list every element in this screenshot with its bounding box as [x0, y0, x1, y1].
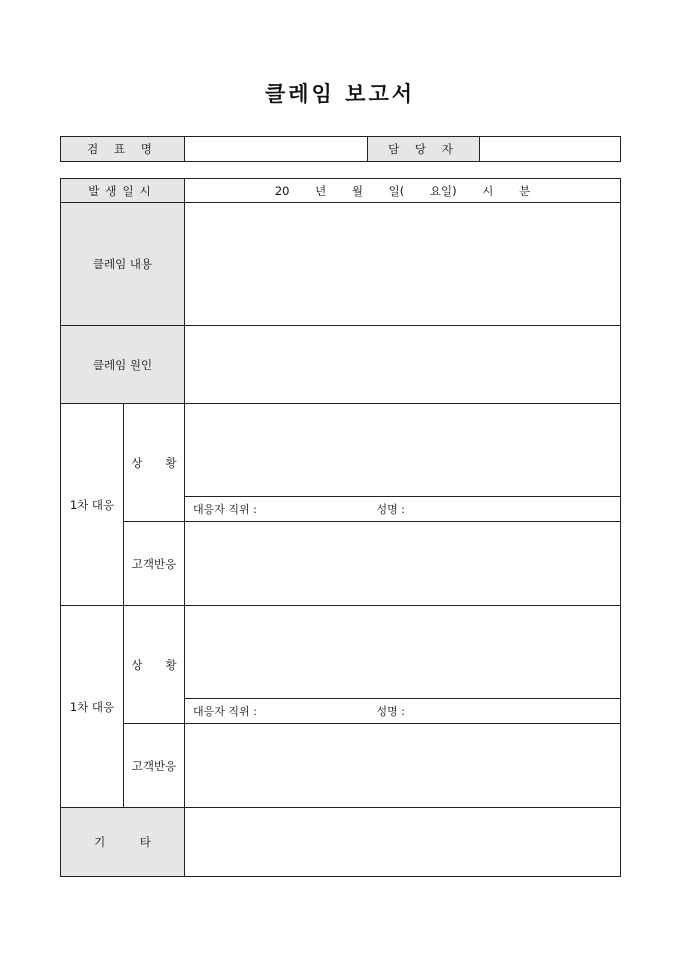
- date-year-unit: 년: [315, 183, 327, 198]
- situation-label-2: 상 황: [124, 606, 185, 724]
- date-year: 20: [274, 183, 290, 198]
- claim-cause-label: 클레임 원인: [61, 326, 185, 404]
- responder-position-label-2: 대응자 직위 :: [193, 705, 257, 718]
- responder-line-2[interactable]: [185, 699, 621, 724]
- situation-field[interactable]: [185, 404, 621, 497]
- responder-name-label: 성명 :: [376, 503, 405, 516]
- product-field[interactable]: [185, 137, 368, 162]
- header-table: [60, 136, 621, 162]
- manager-label: 담 당 자: [368, 137, 480, 162]
- manager-field[interactable]: [480, 137, 621, 162]
- claim-cause-field[interactable]: [185, 326, 621, 404]
- customer-reaction-label: 고객반응: [124, 522, 185, 606]
- etc-field[interactable]: [185, 808, 621, 877]
- customer-reaction-field[interactable]: [185, 522, 621, 606]
- responder-position-label: 대응자 직위 :: [193, 503, 257, 516]
- first-response-label: 1차 대응: [61, 404, 124, 606]
- responder-line[interactable]: [185, 497, 621, 522]
- occurred-label: 발생일시: [61, 179, 185, 203]
- situation-label: 상 황: [124, 404, 185, 522]
- page-title: 클레임 보고서: [264, 81, 416, 106]
- date-minute-unit: 분: [519, 183, 531, 198]
- date-day-unit: 일(: [388, 183, 405, 198]
- second-response-label: 1차 대응: [61, 606, 124, 808]
- etc-label: 기 타: [61, 808, 185, 877]
- claim-content-field[interactable]: [185, 203, 621, 326]
- date-hour-unit: 시: [482, 183, 494, 198]
- customer-reaction-field-2[interactable]: [185, 724, 621, 808]
- claim-content-label: 클레임 내용: [61, 203, 185, 326]
- date-month-unit: 월: [351, 183, 363, 198]
- situation-field-2[interactable]: [185, 606, 621, 699]
- claim-table: [60, 178, 621, 877]
- occurred-date-field[interactable]: [185, 179, 621, 203]
- responder-name-label-2: 성명 :: [376, 705, 405, 718]
- customer-reaction-label-2: 고객반응: [124, 724, 185, 808]
- date-weekday-unit: 요일): [429, 183, 457, 198]
- product-label: 검 표 명: [61, 137, 185, 162]
